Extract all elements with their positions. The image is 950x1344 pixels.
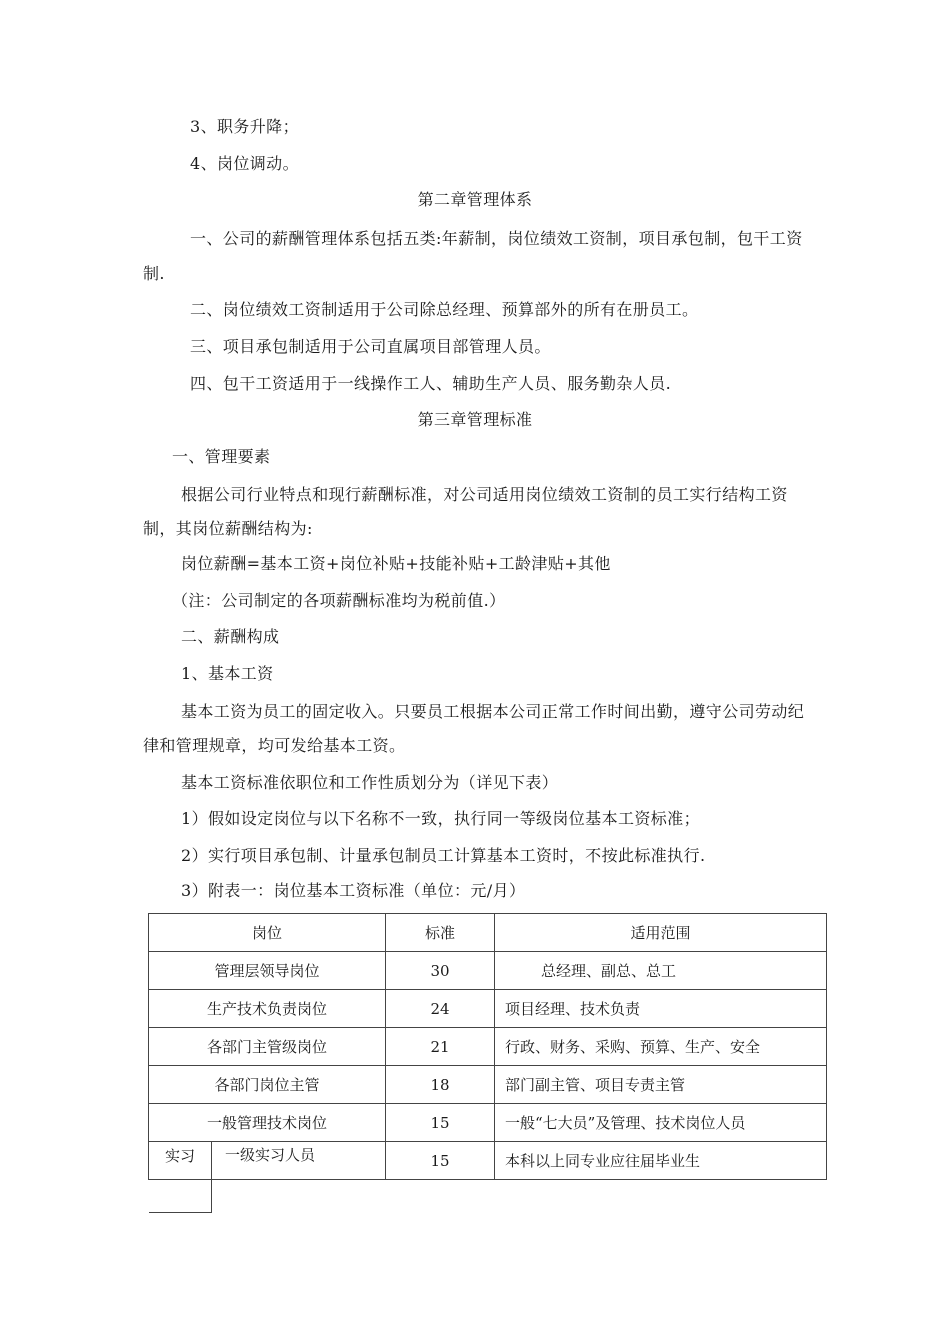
paragraph-system-types: 一、公司的薪酬管理体系包括五类:年薪制，岗位绩效工资制，项目承包制，包干工资 [190, 229, 803, 248]
cell-standard: 15 [386, 1142, 495, 1180]
cell-position: 各部门主管级岗位 [149, 1028, 386, 1066]
cell-standard: 15 [386, 1104, 495, 1142]
base-salary-table [148, 913, 827, 1180]
table-row [149, 990, 827, 1028]
cell-standard: 30 [386, 952, 495, 990]
paragraph-performance-pay: 二、岗位绩效工资制适用于公司除总经理、预算部外的所有在册员工。 [190, 300, 699, 319]
intern-group-label: 实习 [149, 1142, 212, 1213]
paragraph-structure-cont: 制，其岗位薪酬结构为: [143, 519, 313, 538]
section-management-elements: 一、管理要素 [172, 447, 271, 466]
cell-intern-position [149, 1142, 386, 1180]
header-scope: 适用范围 [495, 914, 827, 952]
cell-position: 管理层领导岗位 [149, 952, 386, 990]
paragraph-project-contract: 三、项目承包制适用于公司直属项目部管理人员。 [190, 337, 551, 356]
cell-standard: 21 [386, 1028, 495, 1066]
cell-scope: 一般“七大员”及管理、技术岗位人员 [495, 1104, 827, 1142]
table-row [149, 1028, 827, 1066]
paragraph-base-salary-cont: 律和管理规章，均可发给基本工资。 [143, 736, 406, 755]
table-row [149, 952, 827, 990]
list-item-promotion: 3、职务升降； [190, 117, 299, 136]
cell-scope: 本科以上同专业应往届毕业生 [495, 1142, 827, 1180]
chapter-3-title: 第三章管理标准 [417, 410, 533, 429]
list-item-transfer: 4、岗位调动。 [190, 154, 299, 173]
table-caption: 3）附表一：岗位基本工资标准（单位：元/月） [181, 881, 526, 900]
cell-position: 生产技术负责岗位 [149, 990, 386, 1028]
paragraph-structure: 根据公司行业特点和现行薪酬标准，对公司适用岗位绩效工资制的员工实行结构工资 [181, 485, 788, 504]
cell-standard: 24 [386, 990, 495, 1028]
header-standard: 标准 [386, 914, 495, 952]
paragraph-base-salary: 基本工资为员工的固定收入。只要员工根据本公司正常工作时间出勤，遵守公司劳动纪 [181, 702, 805, 721]
cell-scope: 行政、财务、采购、预算、生产、安全 [495, 1028, 827, 1066]
cell-position: 各部门岗位主管 [149, 1066, 386, 1104]
list-item-exclusion: 2）实行项目承包制、计量承包制员工计算基本工资时，不按此标准执行. [181, 846, 706, 865]
intern-level-label: 一级实习人员 [225, 1146, 316, 1164]
section-salary-composition: 二、薪酬构成 [181, 627, 280, 646]
cell-standard: 18 [386, 1066, 495, 1104]
cell-position: 一般管理技术岗位 [149, 1104, 386, 1142]
tax-note: （注：公司制定的各项薪酬标准均为税前值.） [172, 591, 506, 610]
paragraph-system-types-cont: 制. [143, 264, 165, 283]
table-row [149, 1066, 827, 1104]
paragraph-standard-basis: 基本工资标准依职位和工作性质划分为（详见下表） [181, 773, 559, 792]
table-header-row [149, 914, 827, 952]
subsection-base-salary: 1、基本工资 [181, 664, 274, 683]
cell-scope: 项目经理、技术负责 [495, 990, 827, 1028]
salary-formula: 岗位薪酬=基本工资+岗位补贴+技能补贴+工龄津贴+其他 [181, 554, 611, 573]
paragraph-lump-sum: 四、包干工资适用于一线操作工人、辅助生产人员、服务勤杂人员. [190, 374, 672, 393]
chapter-2-title: 第二章管理体系 [417, 190, 533, 209]
cell-scope: 部门副主管、项目专责主管 [495, 1066, 827, 1104]
table-row-intern [149, 1142, 827, 1180]
table-row [149, 1104, 827, 1142]
cell-scope: 总经理、副总、总工 [495, 952, 827, 990]
header-position: 岗位 [149, 914, 386, 952]
list-item-mismatch: 1）假如设定岗位与以下名称不一致，执行同一等级岗位基本工资标准； [181, 809, 700, 828]
